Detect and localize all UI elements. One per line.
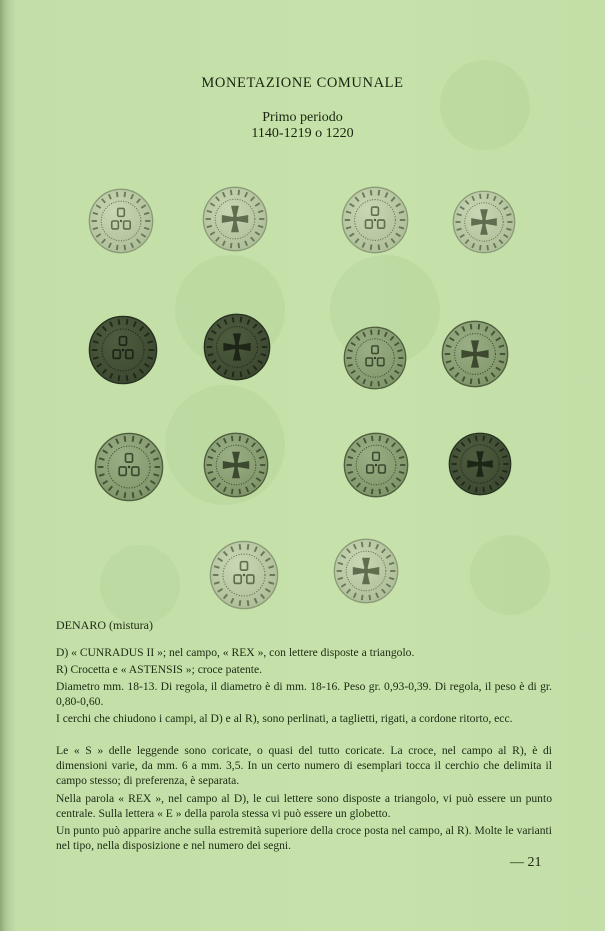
paragraph-text: R) Crocetta e « ASTENSIS »; croce patente. (56, 663, 263, 676)
period-title: Primo periodo (262, 110, 343, 125)
paragraph-obverse (56, 645, 552, 660)
coin-obverse-7 (209, 540, 279, 610)
page-number: — 21 (510, 855, 542, 870)
paragraph-text: Un punto può apparire anche sulla estremità superiore della croce posta nel campo, al R). Molte le varianti nel tipo, nella disposizione e nel numero dei segni. (56, 824, 552, 852)
paragraph-reverse (56, 662, 552, 677)
coin-obverse-4 (343, 326, 407, 390)
page-title: MONETAZIONE COMUNALE (201, 75, 404, 91)
coin-reverse-7 (333, 538, 399, 604)
coin-obverse-1 (88, 188, 154, 254)
paragraph-variants (56, 823, 552, 853)
coin-type-label: DENARO (mistura) (56, 618, 153, 632)
paragraph-text: Le « S » delle leggende sono coricate, o quasi del tutto coricate. La croce, nel campo al R), è di dimensioni varie, da mm. 6 a mm. 3,5. In un certo numero di esemplari tocca il cerchio che delimita il campo stesso; di preferenza, è separata. (56, 744, 552, 787)
coin-obverse-3 (88, 315, 158, 385)
paragraph-text: Nella parola « REX », nel campo al D), le cui lettere sono disposte a triangolo, vi può essere un punto centrale. Sulla lettera « E » della parola stessa vi può essere un globetto. (56, 792, 552, 820)
period-dates: 1140-1219 o 1220 (251, 126, 354, 141)
paragraph-rex (56, 791, 552, 821)
paragraph-text: I cerchi che chiudono i campi, al D) e al R), sono perlinati, a taglietti, rigati, a cordone ritorto, ecc. (56, 712, 513, 725)
coin-reverse-4 (441, 320, 509, 388)
paragraph-diameter (56, 679, 552, 709)
show-through-circle (470, 535, 550, 615)
coin-reverse-5 (203, 432, 269, 498)
paragraph-text: D) « CUNRADUS II »; nel campo, « REX », con lettere disposte a triangolo. (56, 646, 415, 659)
coin-reverse-2 (452, 190, 516, 254)
coin-obverse-2 (341, 186, 409, 254)
paragraph-circles (56, 711, 552, 726)
paragraph-letters (56, 743, 552, 788)
coin-obverse-5 (94, 432, 164, 502)
coin-reverse-1 (202, 186, 268, 252)
coin-reverse-3 (203, 313, 271, 381)
show-through-circle (100, 545, 180, 625)
coin-obverse-6 (343, 432, 409, 498)
paragraph-text: Diametro mm. 18-13. Di regola, il diametro è di mm. 18-16. Peso gr. 0,93-0,39. Di regola, il peso è di gr. 0,80-0,60. (56, 680, 552, 708)
coin-reverse-6 (448, 432, 512, 496)
